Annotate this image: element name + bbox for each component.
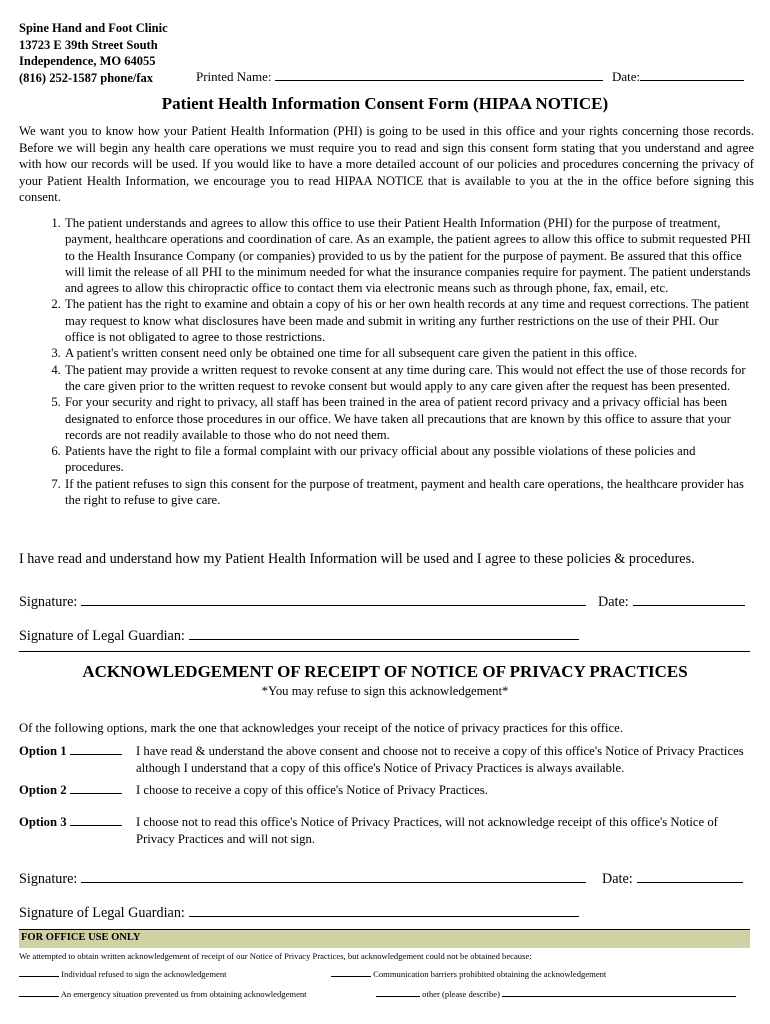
consent-date-field[interactable] xyxy=(633,592,745,606)
ack-guardian-label: Signature of Legal Guardian: xyxy=(19,905,185,921)
date-label: Date: xyxy=(598,594,629,610)
clinic-phone: (816) 252-1587 phone/fax xyxy=(19,70,154,85)
form-title: Patient Health Information Consent Form (HIPAA NOTICE) xyxy=(161,94,609,113)
consent-item: 4. The patient may provide a written request to revoke consent at any time during care. This would not effect the use of those records for the care given prior to the written request to revoke consent but would apply to any care given after the request has been presented. xyxy=(64,362,751,395)
option-2-field[interactable] xyxy=(70,782,122,794)
office-reason-2-field[interactable] xyxy=(331,968,371,977)
option-1-label: Option 1 xyxy=(19,744,67,758)
printed-name-field[interactable] xyxy=(275,68,603,81)
consent-signature-row xyxy=(19,592,586,611)
office-reason-2 xyxy=(331,968,606,979)
ack-subtitle: *You may refuse to sign this acknowledgement* xyxy=(261,684,509,698)
ack-date-field[interactable] xyxy=(637,869,743,883)
consent-guardian-row xyxy=(19,626,579,645)
office-reason-3-field[interactable] xyxy=(19,988,59,997)
header-date-label: Date: xyxy=(612,69,641,84)
ack-date-label: Date: xyxy=(602,871,633,887)
consent-item: 3. A patient's written consent need only be obtained one time for all subsequent care given the patient in this office. xyxy=(64,345,751,361)
consent-item: 1. The patient understands and agrees to allow this office to use their Patient Health Information (PHI) for the purpose of treatment, payment, healthcare operations and coordination of care. As an example, the patient agrees to allow this office to submit requested PHI to the Health Insurance Company (or companies) provided to us by the patient for the purpose of payment. Be assured that this office will limit the release of all PHI to the minimum needed for what the insurance companies require for payment. The patient understands and agrees to allow this chiropractic office to contact them via electronic means such as through phone, fax, email, etc. xyxy=(64,215,751,296)
office-reason-3 xyxy=(19,988,307,999)
clinic-address-line1: 13723 E 39th Street South xyxy=(19,37,158,52)
office-reason-1-text: Individual refused to sign the acknowledgement xyxy=(61,969,227,979)
option-1 xyxy=(19,743,754,776)
guardian-label: Signature of Legal Guardian: xyxy=(19,628,185,644)
office-reason-1-field[interactable] xyxy=(19,968,59,977)
office-reason-4-field[interactable] xyxy=(376,988,420,997)
option-3 xyxy=(19,814,754,847)
header-date-field[interactable] xyxy=(640,68,744,81)
ack-date-row xyxy=(602,869,743,888)
clinic-info xyxy=(19,20,168,86)
option-3-field[interactable] xyxy=(70,814,122,826)
consent-item: 7. If the patient refuses to sign this consent for the purpose of treatment, payment and health care operations, the healthcare provider has the right to refuse to give care. xyxy=(64,476,751,509)
consent-item: 6. Patients have the right to file a formal complaint with our privacy official about any possible violations of these policies and procedures. xyxy=(64,443,751,476)
office-reason-4-describe-field[interactable] xyxy=(502,988,736,997)
office-reason-4 xyxy=(376,988,736,999)
ack-guardian-row xyxy=(19,903,579,922)
consent-date-row xyxy=(598,592,745,611)
header-date-row xyxy=(612,68,744,85)
consent-guardian-field[interactable] xyxy=(189,626,579,640)
office-use-header: FOR OFFICE USE ONLY xyxy=(19,929,750,948)
ack-guardian-field[interactable] xyxy=(189,903,579,917)
consent-item: 2. The patient has the right to examine and obtain a copy of his or her own health records at any time and request corrections. The patient may request to know what disclosures have been made and submit in writing any further restrictions on the use of their PHI. Our office is not obligated to agree to those restrictions. xyxy=(64,296,751,345)
consent-items xyxy=(19,215,751,508)
consent-item: 5. For your security and right to privacy, all staff has been trained in the area of patient record privacy and a privacy official has been designated to enforce those procedures in our office. We have taken all precautions that are known by this office to assure that your records are not readily available to those who do not need them. xyxy=(64,394,751,443)
office-reason-2-text: Communication barriers prohibited obtaining the acknowledgement xyxy=(373,969,607,979)
section-divider xyxy=(19,651,750,652)
clinic-address-line2: Independence, MO 64055 xyxy=(19,54,156,68)
office-reason-1 xyxy=(19,968,227,979)
ack-signature-row xyxy=(19,869,586,888)
ack-signature-field[interactable] xyxy=(81,869,586,883)
option-3-text: I choose not to read this office's Notice of Privacy Practices, will not acknowledge receipt of this office's Notice of Privacy Practices and will not sign. xyxy=(136,815,718,846)
agreement-statement: I have read and understand how my Patient Health Information will be used and I agree to these policies & procedures. xyxy=(19,551,695,567)
option-2-text: I choose to receive a copy of this office's Notice of Privacy Practices. xyxy=(136,783,488,797)
printed-name-label: Printed Name: xyxy=(196,69,272,84)
clinic-name: Spine Hand and Foot Clinic xyxy=(19,21,168,35)
ack-title: ACKNOWLEDGEMENT OF RECEIPT OF NOTICE OF PRIVACY PRACTICES xyxy=(82,662,688,681)
ack-signature-label: Signature: xyxy=(19,871,78,887)
option-1-text: I have read & understand the above consent and choose not to receive a copy of this office's Notice of Privacy Practices although I understand that a copy of this office's Notice of Privacy Practices is always available. xyxy=(136,744,744,775)
office-reason-3-text: An emergency situation prevented us from obtaining acknowledgement xyxy=(60,989,307,999)
option-3-label: Option 3 xyxy=(19,815,67,829)
office-note: We attempted to obtain written acknowledgement of receipt of our Notice of Privacy Practices, but acknowledgement could not be obtained because: xyxy=(19,951,532,961)
consent-signature-field[interactable] xyxy=(81,592,586,606)
printed-name-row xyxy=(196,68,607,85)
form-intro: We want you to know how your Patient Health Information (PHI) is going to be used in this office and your rights concerning those records. Before we will begin any health care operations we must require you to read and sign this consent form stating that you understand and agree with how our records will be used. If you would like to have a more detailed account of our policies and procedures concerning the privacy of your Patient Health Information, we encourage you to read HIPAA NOTICE that is available to you at the in the office before signing this consent. xyxy=(19,124,754,204)
option-2-label: Option 2 xyxy=(19,783,67,797)
ack-intro: Of the following options, mark the one that acknowledges your receipt of the notice of privacy practices for this office. xyxy=(19,721,623,735)
option-1-field[interactable] xyxy=(70,743,122,755)
office-reason-4-text: other (please describe) xyxy=(422,989,500,999)
signature-label: Signature: xyxy=(19,594,78,610)
option-2 xyxy=(19,782,754,799)
